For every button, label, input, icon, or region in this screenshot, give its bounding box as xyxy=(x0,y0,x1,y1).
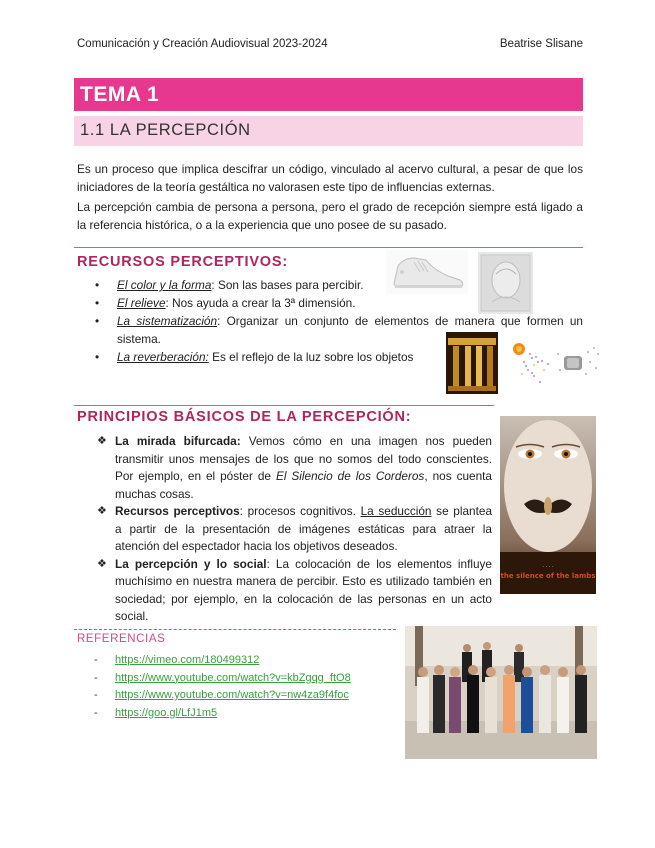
film-title: El Silencio de los Corderos xyxy=(275,469,425,483)
seduccion-term: La seducción xyxy=(360,504,432,518)
reference-link[interactable]: https://vimeo.com/180499312 xyxy=(115,654,260,666)
group-photo xyxy=(405,626,597,759)
list-item: • La sistematización: Organizar un conjunto de elementos de manera que formen un sistema. xyxy=(95,314,583,346)
principios-heading: PRINCIPIOS BÁSICOS DE LA PERCEPCIÓN: xyxy=(77,409,412,425)
referencias-heading: REFERENCIAS xyxy=(77,633,166,645)
svg-text:· · · ·: · · · · xyxy=(542,564,554,570)
reference-link[interactable]: https://www.youtube.com/watch?v=kbZgqg_ftO8 xyxy=(115,671,351,684)
header-course: Comunicación y Creación Audiovisual 2023-2024 xyxy=(77,38,328,50)
list-item: - https://www.youtube.com/watch?v=nw4za9f4foc xyxy=(94,689,349,701)
section-banner xyxy=(74,116,583,146)
tema-banner xyxy=(74,78,583,111)
list-item: ❖ La percepción y lo social: La colocación de los elementos influye muchísimo en nuestra manera de percibir. Esto es utilizado también en sociedad; por ejemplo, en la colocación de las personas en un acto social. xyxy=(97,556,492,623)
relief-image xyxy=(478,252,533,314)
list-item: - https://vimeo.com/180499312 xyxy=(94,654,260,666)
list-item: • El color y la forma: Son las bases para percibir. xyxy=(95,278,364,292)
list-item: - https://www.youtube.com/watch?v=kbZgqg_ftO8 xyxy=(94,671,351,684)
referencias-list xyxy=(77,652,407,722)
diamond-bullet-icon: ❖ xyxy=(97,557,107,570)
list-item-term: Recursos perceptivos xyxy=(115,504,240,518)
tema-title: TEMA 1 xyxy=(80,83,160,106)
reference-link[interactable]: https://www.youtube.com/watch?v=nw4za9f4foc xyxy=(115,689,349,701)
list-item-term: La reverberación: xyxy=(117,350,209,364)
section-title: 1.1 LA PERCEPCIÓN xyxy=(80,121,251,139)
columns-image xyxy=(446,332,498,394)
section-divider xyxy=(74,405,494,406)
diamond-bullet-icon: ❖ xyxy=(97,505,107,517)
list-item: ❖ La mirada bifurcada: Vemos cómo en una imagen nos pueden transmitir unos mensajes de los que no somos del todo conscientes. Por ejemplo, en el póster de El Silencio de los Corderos, nos cuenta muchas cosas. xyxy=(97,434,492,501)
list-item: - https://goo.gl/LfJ1m5 xyxy=(94,706,218,719)
header-author: Beatrise Slisane xyxy=(499,38,583,50)
poster-title: the silence of the lambs xyxy=(500,572,596,580)
reference-link[interactable]: https://goo.gl/LfJ1m5 xyxy=(115,706,218,719)
list-item-text: : Organizar un conjunto de elementos de manera que formen un sistema. xyxy=(117,314,583,346)
intro-paragraph-1: Es un proceso que implica descifrar un código, vinculado al acervo cultural, a pesar de que los iniciadores de la teoría gestáltica no valorasen este tipo de influencias externas. xyxy=(77,162,583,194)
recursos-heading: RECURSOS PERCEPTIVOS: xyxy=(77,254,288,270)
list-item-term: La mirada bifurcada: xyxy=(115,434,241,448)
list-item: • La reverberación: Es el reflejo de la luz sobre los objetos xyxy=(95,350,414,364)
principios-list xyxy=(77,433,492,626)
list-item-term: El color y la forma xyxy=(117,278,212,292)
section-divider xyxy=(74,629,396,630)
list-item-term: La percepción y lo social xyxy=(115,556,267,571)
intro-paragraph-2: La percepción cambia de persona a persona, pero el grado de recepción siempre está ligado a la referencia histórica, o a la experiencia que uno posee de su pasado. xyxy=(77,200,583,232)
list-item-term: La sistematización xyxy=(117,314,218,328)
list-item-text: : Son las bases para percibir. xyxy=(211,278,364,292)
sneaker-image xyxy=(386,250,468,294)
list-item: • El relieve: Nos ayuda a crear la 3ª dimensión. xyxy=(95,296,356,310)
list-item-term: El relieve xyxy=(117,296,166,310)
section-divider xyxy=(74,247,583,248)
list-item-text: Es el reflejo de la luz sobre los objetos xyxy=(208,350,414,364)
diamond-bullet-icon: ❖ xyxy=(97,435,107,447)
list-item-text: : Nos ayuda a crear la 3ª dimensión. xyxy=(165,296,356,310)
movie-poster xyxy=(500,416,596,594)
list-item: ❖ Recursos perceptivos: procesos cognitivos. La seducción se plantea a partir de la presentación de imágenes estáticas para atraer la atención del espectador hacia los objetivos deseados. xyxy=(97,504,493,553)
reflection-illustration xyxy=(508,340,604,390)
